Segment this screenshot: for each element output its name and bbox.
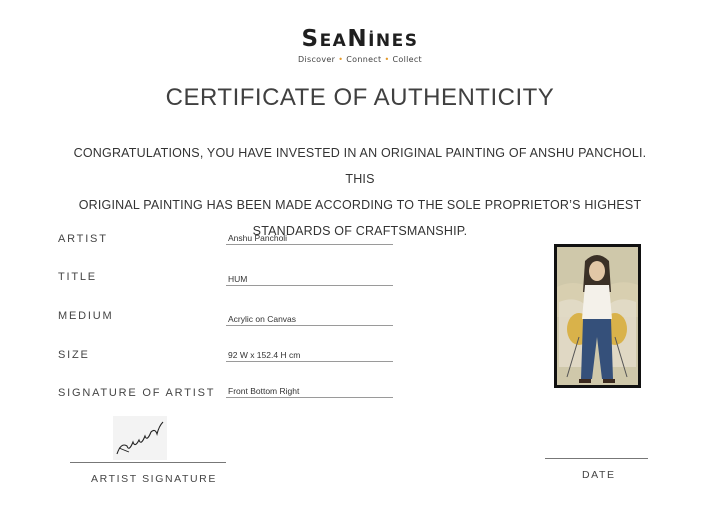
intro-paragraph xyxy=(60,140,660,244)
logo-tagline: Discover • Connect • Collect xyxy=(298,55,422,64)
tagline-connect: Connect xyxy=(346,55,382,64)
intro-line: ORIGINAL PAINTING HAS BEEN MADE ACCORDING TO THE SOLE PROPRIETOR’S HIGHEST xyxy=(78,198,642,212)
signature-scribble xyxy=(113,416,167,460)
title-value: HUM xyxy=(226,274,393,286)
tagline-discover: Discover xyxy=(298,55,336,64)
medium-label: MEDIUM xyxy=(58,310,114,322)
certificate-title: CERTIFICATE OF AUTHENTICITY xyxy=(165,84,555,111)
signature-location-value: Front Bottom Right xyxy=(226,386,393,398)
intro-line: STANDARDS OF CRAFTSMANSHIP. xyxy=(252,224,468,238)
size-value: 92 W x 152.4 H cm xyxy=(226,350,393,362)
medium-value: Acrylic on Canvas xyxy=(226,314,393,326)
title-label: TITLE xyxy=(58,271,97,283)
signature-of-artist-label: SIGNATURE OF ARTIST xyxy=(58,387,216,399)
artist-signature-line xyxy=(70,462,226,463)
date-line xyxy=(545,458,648,459)
artist-label: ARTIST xyxy=(58,233,108,245)
artist-value: Anshu Pancholi xyxy=(226,233,393,245)
logo-wordmark: SEANINES xyxy=(301,26,419,52)
size-label: SIZE xyxy=(58,349,90,361)
tagline-collect: Collect xyxy=(392,55,422,64)
brand-logo xyxy=(0,26,720,64)
date-caption: DATE xyxy=(582,469,616,481)
painting-image xyxy=(554,244,641,388)
intro-line: CONGRATULATIONS, YOU HAVE INVESTED IN AN ORIGINAL PAINTING OF ANSHU PANCHOLI. THIS xyxy=(73,146,647,186)
painting-illustration xyxy=(557,247,638,385)
artist-signature-image xyxy=(113,416,167,460)
artist-signature-caption: ARTIST SIGNATURE xyxy=(91,473,217,485)
